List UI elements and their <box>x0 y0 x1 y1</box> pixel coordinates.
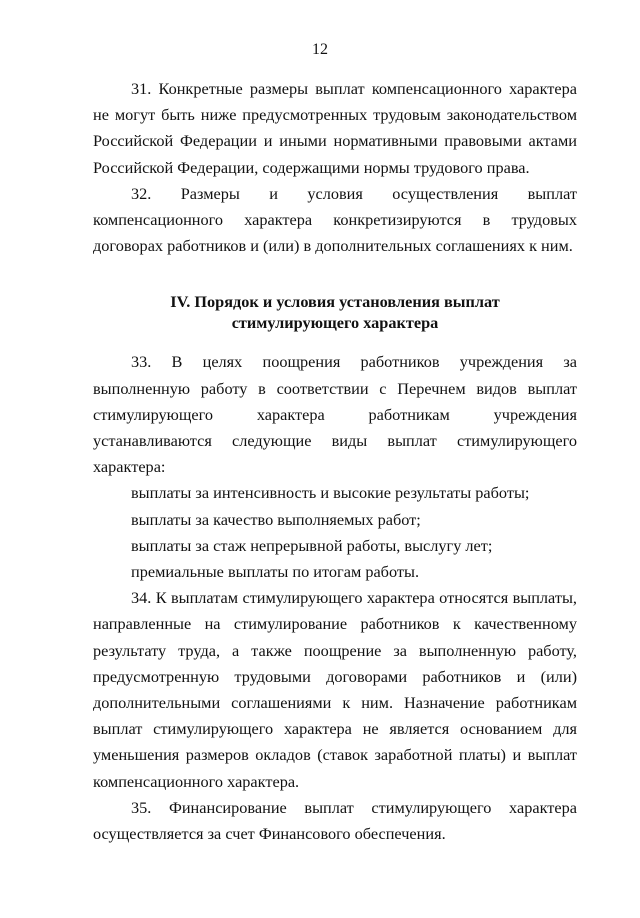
paragraph-32: 32. Размеры и условия осуществления выплат компенсационного характера конкретизируются в трудовых договорах работников и (или) в дополнительных соглашениях к ним. <box>93 183 577 256</box>
section-heading-line-1: IV. Порядок и условия установления выплат <box>170 292 500 312</box>
document-body <box>93 76 577 847</box>
list-item: выплаты за стаж непрерывной работы, выслугу лет; <box>131 535 493 555</box>
section-heading <box>93 291 577 333</box>
list-item: выплаты за интенсивность и высокие результаты работы; <box>131 483 530 503</box>
paragraph-33: 33. В целях поощрения работников учреждения за выполненную работу в соответствии с Перечнем видов выплат стимулирующего характера работникам учреждения устанавливаются следующие виды выплат стимулирующего характера: <box>93 352 577 477</box>
page-number: 12 <box>312 41 328 58</box>
section-heading-line-2: стимулирующего характера <box>231 313 439 333</box>
incentive-types-list <box>93 480 577 585</box>
paragraph-31: 31. Конкретные размеры выплат компенсационного характера не могут быть ниже предусмотренных трудовым законодательством Российской Федерации и иными нормативными правовыми актами Российской Федерации, содержащими нормы трудового права. <box>93 79 577 177</box>
paragraph-34: 34. К выплатам стимулирующего характера относятся выплаты, направленные на стимулирование работников к качественному результату труда, а также поощрение за выполненную работу, предусмотренную трудовыми договорами работников и (или) дополнительными соглашениями к ним. Назначение работникам выплат стимулирующего характера не является основанием для уменьшения размеров окладов (ставок заработной платы) и выплат компенсационного характера. <box>93 588 577 791</box>
paragraph-35: 35. Финансирование выплат стимулирующего характера осуществляется за счет Финансового обеспечения. <box>93 797 577 844</box>
list-item: выплаты за качество выполняемых работ; <box>131 509 421 529</box>
list-item: премиальные выплаты по итогам работы. <box>131 562 420 582</box>
